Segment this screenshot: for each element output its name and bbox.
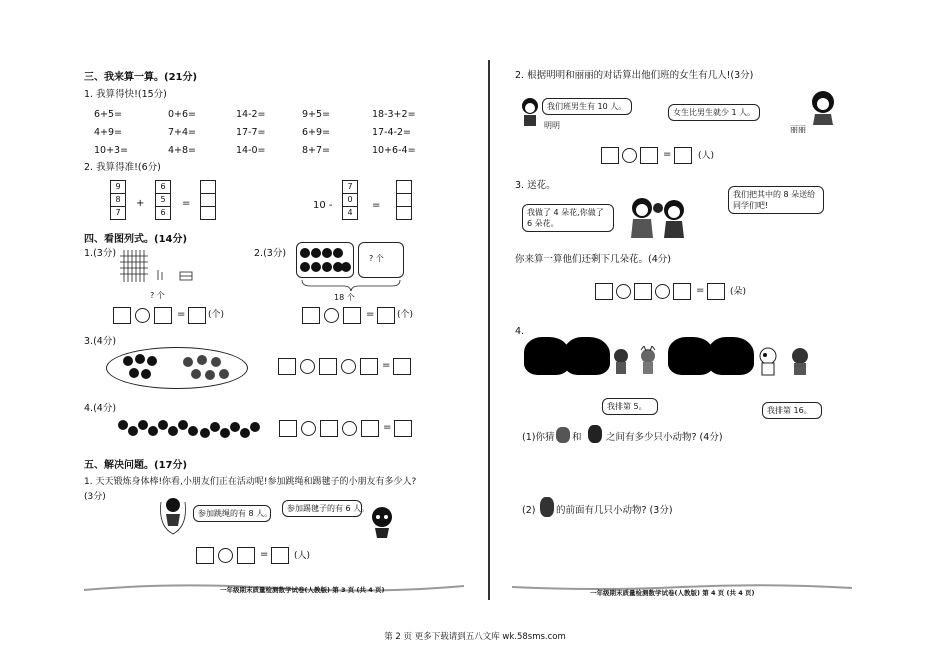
calc-0-3: 9+5= xyxy=(302,109,331,120)
stack-c-0: 7 xyxy=(343,181,357,194)
equals-sign: = xyxy=(182,198,191,209)
g1-box-3[interactable] xyxy=(188,307,206,324)
g3-op-1[interactable] xyxy=(300,359,315,374)
bubble-shuttlecock: 参加踢毽子的有 6 人。 xyxy=(282,500,362,517)
r2-unit: (人) xyxy=(698,151,715,161)
g2-question: ? 个 xyxy=(369,254,384,263)
g2-total: 18 个 xyxy=(334,293,355,302)
g2-box-3[interactable] xyxy=(377,307,395,324)
bubble-girl-flowers: 我做了 4 朵花,你做了 6 朵花。 xyxy=(522,204,614,232)
stack-a xyxy=(110,180,126,220)
bubble-jump-rope: 参加跳绳的有 8 人。 xyxy=(193,505,271,522)
section-5-title: 五、解决问题。(17分) xyxy=(84,460,188,471)
calc-0-4: 18-3+2= xyxy=(372,109,416,120)
calc-2-2: 14-0= xyxy=(236,145,266,156)
question-2-title: 2. 我算得准!(6分) xyxy=(84,162,161,173)
hidden-animals-blob-2 xyxy=(564,337,610,375)
calc-0-0: 6+5= xyxy=(94,109,123,120)
dog-icon xyxy=(540,497,554,517)
p1-unit: (人) xyxy=(294,551,311,561)
answer-stack-2[interactable] xyxy=(396,180,412,220)
p1-box-3[interactable] xyxy=(271,547,289,564)
mingming-figure xyxy=(518,96,542,128)
stack-c-2: 4 xyxy=(347,208,353,217)
answer-stack-1[interactable] xyxy=(200,180,216,220)
g1-label: 1.(3分) xyxy=(84,248,117,259)
tag-rank-5: 我排第 5。 xyxy=(602,398,658,415)
stack-b xyxy=(155,180,171,220)
g4-box-4[interactable] xyxy=(394,420,412,437)
g1-op-1[interactable] xyxy=(135,308,150,323)
cow-and-bear-figures xyxy=(756,344,816,378)
g1-eq: = xyxy=(177,309,186,320)
p1-box-2[interactable] xyxy=(237,547,255,564)
q4-2-part-b: 的前面有几只小动物? (3分) xyxy=(556,505,673,516)
stack-c xyxy=(342,180,358,220)
g1-unit: (个) xyxy=(208,310,225,320)
unknown-group-box xyxy=(358,242,404,278)
stack-a-1: 8 xyxy=(111,194,125,207)
r3-box-1[interactable] xyxy=(595,283,613,300)
tag-rank-16: 我排第 16。 xyxy=(762,402,822,419)
bubble-lili: 女生比男生就少 1 人。 xyxy=(668,104,760,121)
g3-eq: = xyxy=(382,360,391,371)
g1-box-1[interactable] xyxy=(113,307,131,324)
stack-a-0: 9 xyxy=(111,181,125,194)
r3-box-2[interactable] xyxy=(634,283,652,300)
calc-1-3: 6+9= xyxy=(302,127,331,138)
r3-unit: (朵) xyxy=(730,287,747,297)
r-question-3-title: 3. 送花。 xyxy=(515,180,556,191)
calc-0-2: 14-2= xyxy=(236,109,266,120)
stack-c-1: 0 xyxy=(343,194,357,207)
r2-op[interactable] xyxy=(622,148,637,163)
g3-label: 3.(4分) xyxy=(84,336,117,347)
lili-figure xyxy=(808,90,838,126)
name-mingming: 明明 xyxy=(544,121,560,130)
r-question-4-num: 4. xyxy=(515,326,525,337)
g2-label: 2.(3分) xyxy=(254,248,287,259)
calc-2-4: 10+6-4= xyxy=(372,145,416,156)
r3-box-4[interactable] xyxy=(707,283,725,300)
g4-label: 4.(4分) xyxy=(84,403,117,414)
p1-eq: = xyxy=(260,549,269,560)
g2-eq: = xyxy=(366,309,375,320)
jumping-child-figure xyxy=(158,496,188,536)
bubble-mingming: 我们班男生有 10 人。 xyxy=(542,98,632,115)
r3-op-2[interactable] xyxy=(655,284,670,299)
stack-b-1: 5 xyxy=(156,194,170,207)
q4-1-part-a: (1)你猜 xyxy=(522,432,555,443)
mouse-icon xyxy=(556,427,570,443)
r2-box-1[interactable] xyxy=(601,147,619,164)
stack-a-2: 7 xyxy=(115,208,121,217)
calc-0-1: 0+6= xyxy=(168,109,197,120)
hidden-animals-blob-4 xyxy=(708,337,754,375)
g4-eq: = xyxy=(383,422,392,433)
apple-group-box xyxy=(296,242,354,278)
calc-1-1: 7+4= xyxy=(168,127,197,138)
g2-unit: (个) xyxy=(397,310,414,320)
r3-box-3[interactable] xyxy=(673,283,691,300)
g1-question: ? 个 xyxy=(150,291,165,300)
cat-and-mouse-figures xyxy=(610,346,666,376)
g4-box-1[interactable] xyxy=(279,420,297,437)
kids-with-flowers xyxy=(624,196,694,242)
r2-eq: = xyxy=(663,149,672,160)
g4-op-2[interactable] xyxy=(342,421,357,436)
kicking-child-figure xyxy=(366,506,398,540)
page-divider xyxy=(488,60,490,600)
r3-eq: = xyxy=(696,285,705,296)
plus-sign: + xyxy=(136,198,145,209)
calc-2-0: 10+3= xyxy=(94,145,129,156)
apple-rows xyxy=(116,414,266,444)
stack-b-0: 6 xyxy=(156,181,170,194)
sticks-picture xyxy=(118,250,202,288)
r3-op-1[interactable] xyxy=(616,284,631,299)
p1-box-1[interactable] xyxy=(196,547,214,564)
g4-box-3[interactable] xyxy=(361,420,379,437)
q4-1-part-c: 之间有多少只小动物? (4分) xyxy=(606,432,723,443)
g1-box-2[interactable] xyxy=(154,307,172,324)
section-4-title: 四、看图列式。(14分) xyxy=(84,234,188,245)
g2-box-2[interactable] xyxy=(343,307,361,324)
total-brace xyxy=(300,278,402,292)
problem-1-text: 1. 天天锻炼身体棒!你看,小朋友们正在活动呢!参加跳绳和踢毽子的小朋友有多少人? xyxy=(84,477,417,487)
g2-box-1[interactable] xyxy=(302,307,320,324)
r2-box-3[interactable] xyxy=(674,147,692,164)
g3-box-3[interactable] xyxy=(360,358,378,375)
calc-2-1: 4+8= xyxy=(168,145,197,156)
bear-icon xyxy=(588,425,602,443)
g4-box-2[interactable] xyxy=(320,420,338,437)
stack-b-2: 6 xyxy=(160,208,166,217)
g3-box-1[interactable] xyxy=(278,358,296,375)
section-3-title: 三、我来算一算。(21分) xyxy=(84,72,198,83)
bubble-boy-flowers: 我们把其中的 8 朵送给同学们吧! xyxy=(728,186,824,214)
g4-op-1[interactable] xyxy=(301,421,316,436)
fruit-oval xyxy=(106,347,248,389)
ten-minus: 10 - xyxy=(313,200,333,211)
calc-1-0: 4+9= xyxy=(94,127,123,138)
calc-2-3: 8+7= xyxy=(302,145,331,156)
r2-box-2[interactable] xyxy=(640,147,658,164)
problem-1-score: (3分) xyxy=(84,492,106,502)
r-question-2-title: 2. 根据明明和丽丽的对话算出他们班的女生有几人!(3分) xyxy=(515,70,754,81)
g3-op-2[interactable] xyxy=(341,359,356,374)
calc-1-2: 17-7= xyxy=(236,127,266,138)
question-1-title: 1. 我算得快!(15分) xyxy=(84,89,167,100)
g3-box-4[interactable] xyxy=(393,358,411,375)
calc-1-4: 17-4-2= xyxy=(372,127,411,138)
q4-1-part-b: 和 xyxy=(572,432,582,443)
q4-2-part-a: (2) xyxy=(522,505,536,516)
equals-sign-2: = xyxy=(372,200,381,211)
left-footer: 一年级期末质量检测数学试卷(人教版) 第 3 页 (共 4 页) xyxy=(220,586,385,594)
g2-op-1[interactable] xyxy=(324,308,339,323)
name-lili: 丽丽 xyxy=(790,125,806,134)
r-question-3-ask: 你来算一算他们还剩下几朵花。(4分) xyxy=(515,254,671,265)
p1-op[interactable] xyxy=(218,548,233,563)
download-notice: 第 2 页 更多下载请到五八文库 wk.58sms.com xyxy=(384,632,566,642)
g3-box-2[interactable] xyxy=(319,358,337,375)
right-footer: 一年级期末质量检测数学试卷(人教版) 第 4 页 (共 4 页) xyxy=(590,589,755,597)
